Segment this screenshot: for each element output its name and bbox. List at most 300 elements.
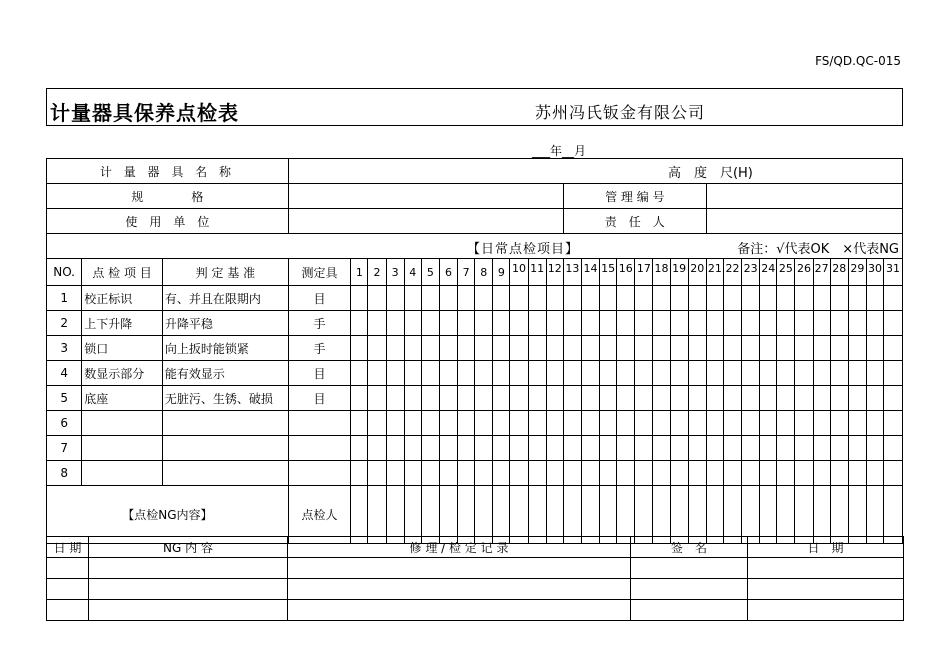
log-cell[interactable] [288, 558, 631, 579]
check-cell[interactable] [884, 386, 903, 411]
check-cell[interactable] [386, 336, 404, 361]
check-cell[interactable] [688, 411, 706, 436]
check-cell[interactable] [866, 286, 883, 311]
check-cell[interactable] [813, 336, 830, 361]
check-cell[interactable] [493, 386, 510, 411]
inspector-cell[interactable] [404, 486, 421, 544]
check-cell[interactable] [670, 411, 688, 436]
check-cell[interactable] [581, 336, 599, 361]
inspector-cell[interactable] [670, 486, 688, 544]
check-cell[interactable] [742, 411, 760, 436]
inspector-cell[interactable] [439, 486, 457, 544]
check-cell[interactable] [617, 336, 635, 361]
check-cell[interactable] [813, 311, 830, 336]
check-cell[interactable] [404, 436, 421, 461]
check-cell[interactable] [670, 286, 688, 311]
check-cell[interactable] [581, 286, 599, 311]
check-cell[interactable] [742, 361, 760, 386]
check-cell[interactable] [653, 386, 670, 411]
check-cell[interactable] [563, 411, 581, 436]
check-cell[interactable] [528, 311, 546, 336]
check-cell[interactable] [546, 411, 563, 436]
check-cell[interactable] [546, 461, 563, 486]
check-cell[interactable] [475, 411, 493, 436]
check-cell[interactable] [723, 386, 741, 411]
check-cell[interactable] [528, 461, 546, 486]
inspector-cell[interactable] [706, 486, 723, 544]
check-cell[interactable] [830, 411, 848, 436]
check-cell[interactable] [581, 436, 599, 461]
check-cell[interactable] [510, 386, 528, 411]
check-cell[interactable] [528, 361, 546, 386]
check-cell[interactable] [458, 386, 475, 411]
check-cell[interactable] [458, 336, 475, 361]
check-cell[interactable] [351, 436, 368, 461]
inspector-cell[interactable] [351, 486, 368, 544]
check-cell[interactable] [368, 411, 386, 436]
check-cell[interactable] [777, 336, 795, 361]
check-cell[interactable] [670, 436, 688, 461]
check-cell[interactable] [742, 286, 760, 311]
check-cell[interactable] [760, 336, 777, 361]
log-cell[interactable] [748, 579, 904, 600]
check-cell[interactable] [475, 336, 493, 361]
check-cell[interactable] [386, 286, 404, 311]
check-cell[interactable] [688, 461, 706, 486]
inspector-cell[interactable] [742, 486, 760, 544]
log-cell[interactable] [748, 558, 904, 579]
check-cell[interactable] [795, 361, 813, 386]
check-cell[interactable] [688, 311, 706, 336]
check-cell[interactable] [528, 386, 546, 411]
check-cell[interactable] [439, 436, 457, 461]
check-cell[interactable] [866, 436, 883, 461]
check-cell[interactable] [439, 386, 457, 411]
check-cell[interactable] [723, 336, 741, 361]
check-cell[interactable] [458, 436, 475, 461]
check-cell[interactable] [688, 286, 706, 311]
check-cell[interactable] [386, 386, 404, 411]
check-cell[interactable] [706, 386, 723, 411]
check-cell[interactable] [600, 461, 617, 486]
check-cell[interactable] [421, 286, 439, 311]
log-cell[interactable] [748, 600, 904, 621]
check-cell[interactable] [368, 311, 386, 336]
check-cell[interactable] [848, 436, 866, 461]
check-cell[interactable] [510, 436, 528, 461]
check-cell[interactable] [439, 286, 457, 311]
check-cell[interactable] [848, 336, 866, 361]
check-cell[interactable] [458, 361, 475, 386]
spec-value[interactable] [288, 184, 563, 209]
inspector-cell[interactable] [617, 486, 635, 544]
check-cell[interactable] [563, 286, 581, 311]
check-cell[interactable] [528, 286, 546, 311]
check-cell[interactable] [777, 311, 795, 336]
check-cell[interactable] [848, 311, 866, 336]
check-cell[interactable] [848, 361, 866, 386]
check-cell[interactable] [848, 461, 866, 486]
check-cell[interactable] [795, 336, 813, 361]
check-cell[interactable] [510, 361, 528, 386]
check-cell[interactable] [742, 311, 760, 336]
check-cell[interactable] [866, 311, 883, 336]
check-cell[interactable] [617, 311, 635, 336]
inspector-cell[interactable] [528, 486, 546, 544]
check-cell[interactable] [617, 386, 635, 411]
check-cell[interactable] [723, 286, 741, 311]
check-cell[interactable] [884, 411, 903, 436]
resp-value[interactable] [706, 209, 902, 234]
inspector-cell[interactable] [600, 486, 617, 544]
check-cell[interactable] [653, 411, 670, 436]
check-cell[interactable] [884, 461, 903, 486]
check-cell[interactable] [670, 361, 688, 386]
check-cell[interactable] [563, 461, 581, 486]
check-cell[interactable] [653, 311, 670, 336]
check-cell[interactable] [493, 311, 510, 336]
inspector-cell[interactable] [458, 486, 475, 544]
check-cell[interactable] [723, 461, 741, 486]
check-cell[interactable] [777, 461, 795, 486]
check-cell[interactable] [581, 461, 599, 486]
unit-value[interactable] [288, 209, 563, 234]
inspector-cell[interactable] [510, 486, 528, 544]
check-cell[interactable] [617, 286, 635, 311]
check-cell[interactable] [777, 361, 795, 386]
check-cell[interactable] [777, 436, 795, 461]
check-cell[interactable] [404, 286, 421, 311]
check-cell[interactable] [706, 461, 723, 486]
check-cell[interactable] [475, 361, 493, 386]
check-cell[interactable] [386, 461, 404, 486]
check-cell[interactable] [475, 461, 493, 486]
check-cell[interactable] [475, 286, 493, 311]
check-cell[interactable] [866, 336, 883, 361]
check-cell[interactable] [368, 461, 386, 486]
check-cell[interactable] [351, 361, 368, 386]
check-cell[interactable] [617, 436, 635, 461]
check-cell[interactable] [439, 311, 457, 336]
check-cell[interactable] [351, 386, 368, 411]
check-cell[interactable] [635, 386, 653, 411]
check-cell[interactable] [670, 311, 688, 336]
check-cell[interactable] [600, 311, 617, 336]
check-cell[interactable] [563, 311, 581, 336]
check-cell[interactable] [795, 386, 813, 411]
check-cell[interactable] [723, 311, 741, 336]
check-cell[interactable] [688, 386, 706, 411]
check-cell[interactable] [439, 461, 457, 486]
check-cell[interactable] [475, 311, 493, 336]
inspector-cell[interactable] [546, 486, 563, 544]
check-cell[interactable] [706, 361, 723, 386]
check-cell[interactable] [760, 411, 777, 436]
check-cell[interactable] [830, 311, 848, 336]
check-cell[interactable] [421, 361, 439, 386]
check-cell[interactable] [723, 411, 741, 436]
check-cell[interactable] [493, 361, 510, 386]
check-cell[interactable] [617, 411, 635, 436]
inspector-cell[interactable] [777, 486, 795, 544]
log-cell[interactable] [89, 558, 288, 579]
check-cell[interactable] [635, 336, 653, 361]
check-cell[interactable] [742, 461, 760, 486]
check-cell[interactable] [546, 386, 563, 411]
check-cell[interactable] [670, 461, 688, 486]
log-cell[interactable] [631, 600, 748, 621]
check-cell[interactable] [439, 361, 457, 386]
check-cell[interactable] [848, 386, 866, 411]
check-cell[interactable] [706, 336, 723, 361]
check-cell[interactable] [351, 461, 368, 486]
check-cell[interactable] [404, 411, 421, 436]
check-cell[interactable] [458, 411, 475, 436]
check-cell[interactable] [866, 386, 883, 411]
check-cell[interactable] [368, 361, 386, 386]
check-cell[interactable] [617, 461, 635, 486]
log-cell[interactable] [89, 579, 288, 600]
check-cell[interactable] [600, 336, 617, 361]
check-cell[interactable] [351, 311, 368, 336]
check-cell[interactable] [563, 336, 581, 361]
check-cell[interactable] [546, 436, 563, 461]
check-cell[interactable] [795, 311, 813, 336]
check-cell[interactable] [563, 361, 581, 386]
inspector-cell[interactable] [866, 486, 883, 544]
check-cell[interactable] [848, 411, 866, 436]
check-cell[interactable] [813, 361, 830, 386]
inspector-cell[interactable] [421, 486, 439, 544]
log-cell[interactable] [89, 600, 288, 621]
log-cell[interactable] [288, 600, 631, 621]
check-cell[interactable] [653, 461, 670, 486]
check-cell[interactable] [653, 361, 670, 386]
check-cell[interactable] [760, 286, 777, 311]
check-cell[interactable] [404, 361, 421, 386]
check-cell[interactable] [760, 311, 777, 336]
check-cell[interactable] [510, 336, 528, 361]
check-cell[interactable] [653, 336, 670, 361]
log-cell[interactable] [47, 600, 89, 621]
inspector-cell[interactable] [884, 486, 903, 544]
check-cell[interactable] [866, 411, 883, 436]
check-cell[interactable] [777, 386, 795, 411]
check-cell[interactable] [653, 436, 670, 461]
check-cell[interactable] [493, 411, 510, 436]
check-cell[interactable] [351, 286, 368, 311]
check-cell[interactable] [458, 311, 475, 336]
check-cell[interactable] [813, 411, 830, 436]
check-cell[interactable] [368, 386, 386, 411]
check-cell[interactable] [581, 386, 599, 411]
check-cell[interactable] [795, 411, 813, 436]
check-cell[interactable] [635, 311, 653, 336]
check-cell[interactable] [600, 286, 617, 311]
check-cell[interactable] [386, 311, 404, 336]
inspector-cell[interactable] [475, 486, 493, 544]
inspector-cell[interactable] [688, 486, 706, 544]
check-cell[interactable] [813, 461, 830, 486]
check-cell[interactable] [581, 311, 599, 336]
check-cell[interactable] [404, 461, 421, 486]
check-cell[interactable] [653, 286, 670, 311]
check-cell[interactable] [404, 386, 421, 411]
check-cell[interactable] [493, 436, 510, 461]
check-cell[interactable] [688, 336, 706, 361]
check-cell[interactable] [421, 461, 439, 486]
check-cell[interactable] [510, 286, 528, 311]
check-cell[interactable] [813, 436, 830, 461]
check-cell[interactable] [795, 461, 813, 486]
check-cell[interactable] [546, 361, 563, 386]
check-cell[interactable] [795, 286, 813, 311]
inspector-cell[interactable] [795, 486, 813, 544]
check-cell[interactable] [600, 361, 617, 386]
check-cell[interactable] [777, 286, 795, 311]
check-cell[interactable] [386, 411, 404, 436]
check-cell[interactable] [884, 286, 903, 311]
check-cell[interactable] [866, 461, 883, 486]
check-cell[interactable] [813, 386, 830, 411]
check-cell[interactable] [723, 436, 741, 461]
check-cell[interactable] [546, 336, 563, 361]
check-cell[interactable] [368, 286, 386, 311]
log-cell[interactable] [47, 579, 89, 600]
check-cell[interactable] [795, 436, 813, 461]
inspector-cell[interactable] [813, 486, 830, 544]
check-cell[interactable] [351, 336, 368, 361]
inspector-cell[interactable] [386, 486, 404, 544]
inspector-cell[interactable] [563, 486, 581, 544]
check-cell[interactable] [830, 386, 848, 411]
log-cell[interactable] [631, 579, 748, 600]
check-cell[interactable] [421, 411, 439, 436]
check-cell[interactable] [546, 286, 563, 311]
check-cell[interactable] [670, 386, 688, 411]
check-cell[interactable] [830, 286, 848, 311]
check-cell[interactable] [421, 386, 439, 411]
check-cell[interactable] [830, 361, 848, 386]
check-cell[interactable] [760, 436, 777, 461]
check-cell[interactable] [706, 411, 723, 436]
check-cell[interactable] [813, 286, 830, 311]
inspector-cell[interactable] [368, 486, 386, 544]
log-cell[interactable] [288, 579, 631, 600]
check-cell[interactable] [581, 361, 599, 386]
inspector-cell[interactable] [830, 486, 848, 544]
check-cell[interactable] [635, 286, 653, 311]
inspector-cell[interactable] [723, 486, 741, 544]
check-cell[interactable] [600, 386, 617, 411]
check-cell[interactable] [742, 336, 760, 361]
check-cell[interactable] [421, 336, 439, 361]
check-cell[interactable] [510, 411, 528, 436]
check-cell[interactable] [510, 311, 528, 336]
check-cell[interactable] [723, 361, 741, 386]
check-cell[interactable] [830, 461, 848, 486]
check-cell[interactable] [760, 361, 777, 386]
check-cell[interactable] [458, 286, 475, 311]
check-cell[interactable] [458, 461, 475, 486]
check-cell[interactable] [600, 411, 617, 436]
check-cell[interactable] [884, 336, 903, 361]
log-cell[interactable] [631, 558, 748, 579]
check-cell[interactable] [884, 311, 903, 336]
check-cell[interactable] [706, 286, 723, 311]
check-cell[interactable] [510, 461, 528, 486]
mgmt-value[interactable] [706, 184, 902, 209]
check-cell[interactable] [635, 361, 653, 386]
inspector-cell[interactable] [635, 486, 653, 544]
check-cell[interactable] [528, 411, 546, 436]
check-cell[interactable] [421, 311, 439, 336]
table-row [47, 311, 903, 336]
check-cell[interactable] [493, 286, 510, 311]
check-cell[interactable] [635, 461, 653, 486]
check-cell[interactable] [688, 436, 706, 461]
check-cell[interactable] [581, 411, 599, 436]
check-cell[interactable] [368, 336, 386, 361]
check-cell[interactable] [475, 386, 493, 411]
inspector-cell[interactable] [653, 486, 670, 544]
check-cell[interactable] [635, 411, 653, 436]
check-cell[interactable] [777, 411, 795, 436]
check-cell[interactable] [830, 436, 848, 461]
inspector-cell[interactable] [581, 486, 599, 544]
check-cell[interactable] [848, 286, 866, 311]
check-cell[interactable] [760, 386, 777, 411]
check-cell[interactable] [688, 361, 706, 386]
check-cell[interactable] [563, 436, 581, 461]
check-cell[interactable] [884, 361, 903, 386]
check-cell[interactable] [546, 311, 563, 336]
check-cell[interactable] [760, 461, 777, 486]
check-cell[interactable] [670, 336, 688, 361]
check-cell[interactable] [386, 361, 404, 386]
check-cell[interactable] [563, 386, 581, 411]
check-cell[interactable] [706, 311, 723, 336]
check-cell[interactable] [528, 336, 546, 361]
check-cell[interactable] [439, 336, 457, 361]
check-cell[interactable] [493, 336, 510, 361]
check-cell[interactable] [404, 311, 421, 336]
check-cell[interactable] [866, 361, 883, 386]
check-cell[interactable] [706, 436, 723, 461]
check-cell[interactable] [475, 436, 493, 461]
check-cell[interactable] [351, 411, 368, 436]
check-cell[interactable] [421, 436, 439, 461]
check-cell[interactable] [404, 336, 421, 361]
check-cell[interactable] [600, 436, 617, 461]
log-cell[interactable] [47, 558, 89, 579]
inspector-cell[interactable] [848, 486, 866, 544]
check-cell[interactable] [493, 461, 510, 486]
check-cell[interactable] [884, 436, 903, 461]
check-cell[interactable] [830, 336, 848, 361]
check-cell[interactable] [635, 436, 653, 461]
row-tool [288, 461, 350, 486]
inspector-cell[interactable] [760, 486, 777, 544]
inspector-cell[interactable] [493, 486, 510, 544]
check-cell[interactable] [742, 436, 760, 461]
check-cell[interactable] [386, 436, 404, 461]
check-cell[interactable] [528, 436, 546, 461]
check-cell[interactable] [439, 411, 457, 436]
check-cell[interactable] [368, 436, 386, 461]
check-cell[interactable] [742, 386, 760, 411]
check-cell[interactable] [617, 361, 635, 386]
